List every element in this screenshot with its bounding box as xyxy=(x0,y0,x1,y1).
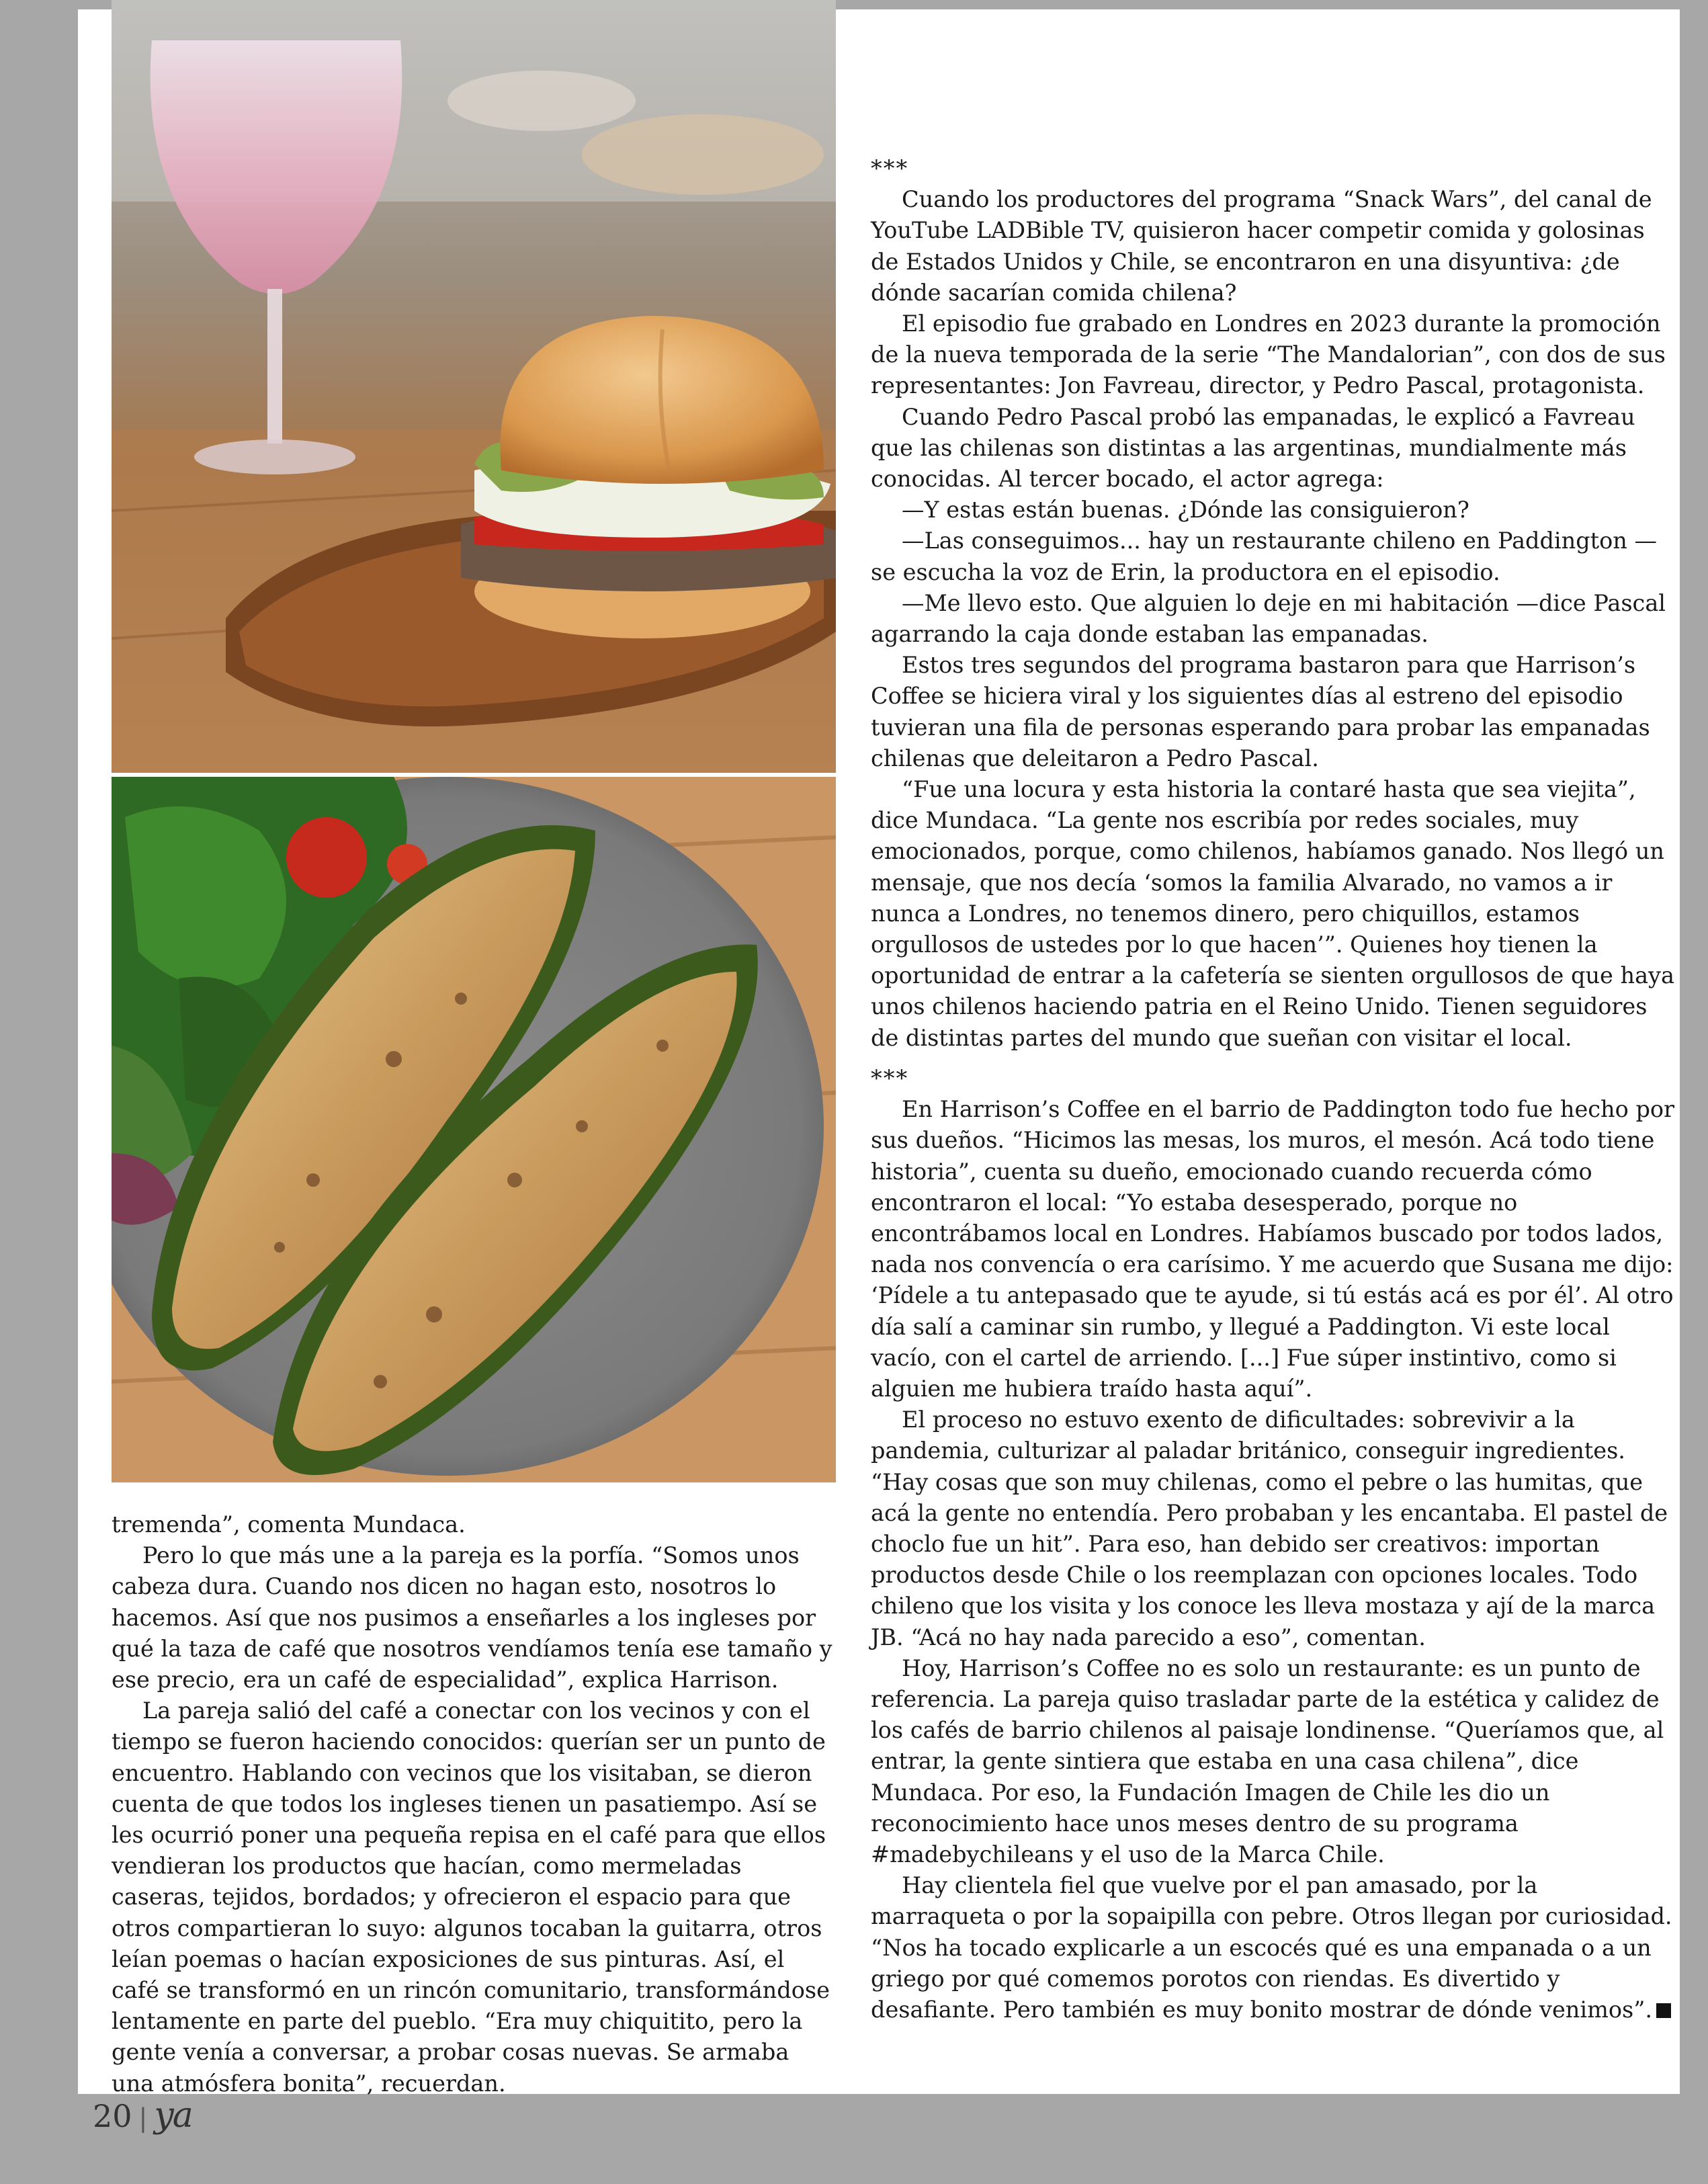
article-paragraph xyxy=(871,774,1677,1054)
article-paragraph xyxy=(871,526,1677,587)
paragraph-text: El episodio fue grabado en Londres en 2023 durante la promoción de la nueva temporada de la serie “The Mandalorian”, con dos de sus representantes: Jon Favreau, director, y Pedro Pascal, protagonista. xyxy=(871,310,1666,399)
page-number: 20 xyxy=(93,2098,132,2134)
paragraph-text: El proceso no estuvo exento de dificultades: sobrevivir a la pandemia, culturizar al paladar británico, conseguir ingredientes. “Hay cosas que son muy chilenas, como el pebre o las humitas, que acá la gente no entendía. Pero probaban y les encantaba. El pastel de choclo fue un hit”. Para eso, han debido ser creativos: importan productos desde Chile o los reemplazan con opciones locales. Todo chileno que los visita y los conoce les lleva mostaza y ají de la marca JB. “Acá no hay nada parecido a eso”, comentan. xyxy=(871,1406,1668,1650)
article-paragraph xyxy=(871,1870,1677,2025)
paragraph-text: Cuando Pedro Pascal probó las empanadas, le explicó a Favreau que las chilenas son distintas a las argentinas, mundialmente más conocidas. Al tercer bocado, el actor agrega: xyxy=(871,403,1635,493)
zucchini-illustration xyxy=(112,777,836,1482)
paragraph-text: En Harrison’s Coffee en el barrio de Paddington todo fue hecho por sus dueños. “Hicimos las mesas, los muros, el mesón. Acá todo tiene historia”, cuenta su dueño, emocionado cuando recuerda cómo encontraron el local: “Yo estaba desesperado, porque no encontrábamos local en Londres. Habíamos buscado por todos lados, nada nos convencía o era carísimo. Y me acuerdo que Susana me dijo: ‘Pídele a tu antepasado que te ayude, si tú estás acá es por él’. Al otro día salí a caminar sin rumbo, y llegué a Paddington. Vi este local vacío, con el cartel de arriendo. [...] Fue súper instintivo, como si alguien me hubiera traído hasta aquí”. xyxy=(871,1096,1675,1402)
right-text-column xyxy=(871,153,1677,2025)
article-paragraph xyxy=(871,1404,1677,1653)
section-separator xyxy=(871,1063,1677,1094)
sandwich-photo xyxy=(112,0,836,773)
paragraph-text: *** xyxy=(871,155,909,181)
paragraph-text: —Me llevo esto. Que alguien lo deje en mi habitación —dice Pascal agarrando la caja donde estaban las empanadas. xyxy=(871,589,1666,648)
paragraph-text: La pareja salió del café a conectar con los vecinos y con el tiempo se fueron haciendo conocidos: querían ser un punto de encuentro. Hablando con vecinos que los visitaban, se dieron cuenta de que todos los ingleses tienen un pasatiempo. Así se les ocurrió poner una pequeña repisa en el café para que ellos vendieran los productos que hacían, como mermeladas caseras, tejidos, bordados; y ofrecieron el espacio para que otros compartieran lo suyo: algunos tocaban la guitarra, otros leían poemas o hacían exposiciones de sus pinturas. Así, el café se transformó en un rincón comunitario, transformándose lentamente en parte del pueblo. “Era muy chiquitito, pero la gente venía a conversar, a probar cosas nuevas. Se armaba una atmósfera bonita”, recuerdan. xyxy=(112,1697,830,2097)
left-text-column xyxy=(112,1509,837,2099)
article-paragraph xyxy=(871,588,1677,650)
article-paragraph xyxy=(871,1653,1677,1870)
article-paragraph xyxy=(112,1695,837,2099)
section-gap xyxy=(871,1054,1677,1063)
article-paragraph xyxy=(871,495,1677,526)
paragraph-text: Hoy, Harrison’s Coffee no es solo un restaurante: es un punto de referencia. La pareja quiso trasladar parte de la estética y calidez de los cafés de barrio chilenos al paisaje londinense. “Queríamos que, al entrar, la gente sintiera que estaba en una casa chilena”, dice Mundaca. Por eso, la Fundación Imagen de Chile les dio un reconocimiento hace unos meses dentro de su programa #madebychileans y el uso de la Marca Chile. xyxy=(871,1654,1664,1867)
paragraph-text: Estos tres segundos del programa bastaron para que Harrison’s Coffee se hiciera viral y los siguientes días al estreno del episodio tuvieran una fila de personas esperando para probar las empanadas chilenas que deleitaron a Pedro Pascal. xyxy=(871,652,1650,771)
end-of-article-icon xyxy=(1656,2003,1671,2018)
paragraph-text: —Las conseguimos... hay un restaurante chileno en Paddington —se escucha la voz de Erin, la productora en el episodio. xyxy=(871,528,1658,585)
paragraph-text: *** xyxy=(871,1064,909,1091)
article-paragraph xyxy=(871,1094,1677,1404)
stuffed-zucchini-photo xyxy=(112,777,836,1482)
paragraph-text: Cuando los productores del programa “Snack Wars”, del canal de YouTube LADBible TV, quisieron hacer competir comida y golosinas de Estados Unidos y Chile, se encontraron en una disyuntiva: ¿de dónde sacarían comida chilena? xyxy=(871,186,1652,306)
article-paragraph xyxy=(871,308,1677,402)
article-paragraph xyxy=(871,184,1677,308)
magazine-page xyxy=(78,9,1680,2097)
article-paragraph xyxy=(871,402,1677,495)
paragraph-text: “Fue una locura y esta historia la contaré hasta que sea viejita”, dice Mundaca. “La gente nos escribía por redes sociales, muy emocionados, porque, como chilenos, habíamos ganado. Nos llegó un mensaje, que nos decía ‘somos la familia Alvarado, no vamos a ir nunca a Londres, no tenemos dinero, pero chiquillos, estamos orgullosos de ustedes por lo que hacen’”. Quienes hoy tienen la oportunidad de entrar a la cafetería se sienten orgullosos de que haya unos chilenos haciendo patria en el Reino Unido. Tienen seguidores de distintas partes del mundo que sueñan con visitar el local. xyxy=(871,776,1674,1051)
magazine-logo: ya xyxy=(154,2095,192,2136)
footer-separator: | xyxy=(138,2103,148,2133)
paragraph-text: tremenda”, comenta Mundaca. xyxy=(112,1511,466,1538)
article-paragraph xyxy=(871,650,1677,774)
article-paragraph xyxy=(112,1509,837,1540)
paragraph-text: —Y estas están buenas. ¿Dónde las consiguieron? xyxy=(902,497,1469,523)
sandwich-illustration xyxy=(112,0,836,773)
paragraph-text: Hay clientela fiel que vuelve por el pan amasado, por la marraqueta o por la sopaipilla con pebre. Otros llegan por curiosidad. “Nos ha tocado explicarle a un escocés qué es una empanada o a un griego por qué comemos porotos con riendas. Es divertido y desafiante. Pero también es muy bonito mostrar de dónde venimos”. xyxy=(871,1872,1672,2023)
article-paragraph xyxy=(112,1540,837,1695)
page-footer xyxy=(93,2095,192,2136)
paragraph-text: Pero lo que más une a la pareja es la porfía. “Somos unos cabeza dura. Cuando nos dicen no hagan esto, nosotros lo hacemos. Así que nos pusimos a enseñarles a los ingleses por qué la taza de café que nosotros vendíamos tenía ese tamaño y ese precio, era un café de especialidad”, explica Harrison. xyxy=(112,1542,832,1693)
section-separator xyxy=(871,153,1677,184)
